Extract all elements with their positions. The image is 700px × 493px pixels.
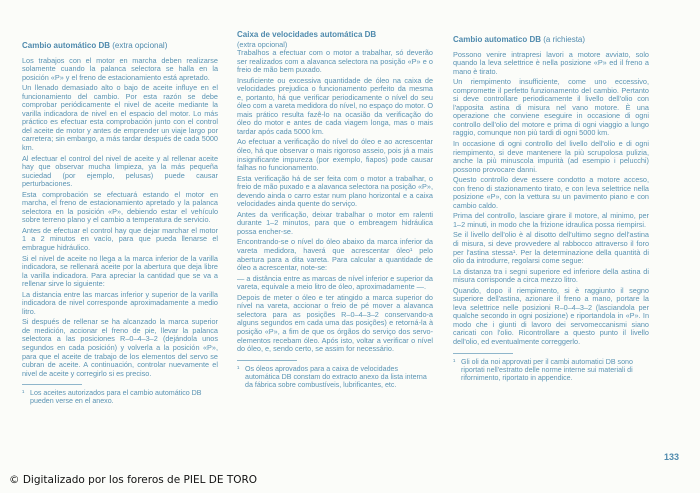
digitization-credit: © Digitalizado por los foreros de PIEL DE TORO [9,474,258,486]
footnote [22,389,218,405]
paragraph: Un llenado demasiado alto o bajo de aceite influye en el funcionamiento del cambio. Por esta razón se debe comprobar periódicamente el nivel de aceite mediante la varilla indicadora de nivel en el espacio del motor. Lo más práctico es efectuar esta comprobación junto con el control del aceite de motor y antes de emprender un viaje largo por carretera; sin embargo, a más tardar después de cada 5000 km. [22,83,218,152]
paragraph: Trabalhos a efectuar com o motor a trabalhar, só deverão ser realizados com a alavanca selectora na posição «P» e o freio de mão bem puxado. [237,48,433,75]
column-portuguese [237,30,433,389]
footnote-text: Os óleos aprovados para a caixa de velocidades automática DB constam do extracto anexo da lista interna da fábrica sobre combustíveis, lubrificantes, etc. [245,364,427,389]
footnote-text: Los aceites autorizados para el cambio automático DB pueden verse en el anexo. [30,389,202,406]
footnote-divider [237,360,297,361]
paragraph: La distanza tra i segni superiore ed inferiore della astina di misura corrisponde a circa mezzo litro. [453,266,649,285]
footnote-divider [22,384,82,385]
paragraph: Questo controllo deve essere condotto a motore acceso, con freno di stazionamento tirato, e con leva selettrice nella posizione «P», con la vettura su un pavimento piano e con cambio caldo. [453,175,649,210]
section-title-italian [453,35,649,45]
paragraph: — a distância entre as marcas de nível inferior e superior da vareta, equivale a meio litro de óleo, aproximadamente —. [237,273,433,292]
paragraph: Antes de efectuar el control hay que dejar marchar el motor 1 a 2 minutos en vacío, para que pueda llenarse el embrague hidráulico. [22,225,218,252]
footnote-mark: ¹ [22,389,25,398]
paragraph: Los trabajos con el motor en marcha deben realizarse solamente cuando la palanca selectora se halla en la posición «P» y el freno de estacionamiento está apretado. [22,55,218,82]
footnote-mark: ¹ [453,357,456,366]
paragraph: Esta comprobación se efectuará estando el motor en marcha, el freno de estacionamiento apretado y la palanca selectora en la posición «P», debiendo estar el vehículo sobre terreno plano y el cambio a temperatura de servicio. [22,189,218,225]
section-title-spanish [22,41,218,51]
footnote-mark: ¹ [237,364,240,373]
column-italian [453,30,649,382]
footnote [453,358,649,383]
paragraph: Un riempimento insufficiente, come uno eccessivo, compromette il perfetto funzionamento del cambio. Pertanto si deve controllare periodicamente il livello dell'olio con l'apposita astina di misura nel vano motore. È una operazione che conviene eseguire in occasione di ogni controllo dell'olio del motore e prima di ogni viaggio a lungo raggio, comunque non più tardi di ogni 5000 km. [453,77,649,138]
paragraph: In occasione di ogni controllo del livello dell'olio e di ogni riempimento, si deve mantenere la più scrupolosa pulizia, anche la più minuscola impurità (ad esempio i pelucchi) possono provocare danni. [453,138,649,174]
paragraph: Possono venire intrapresi lavori a motore avviato, solo quando la leva selettrice è nella posizione «P» ed il freno a mano è tirato. [453,49,649,76]
paragraph: Esta verificação há de ser feita com o motor a trabalhar, o freio de mão puxado e a alavanca selectora na posição «P», devendo ainda o carro estar num plano horizontal e a caixa velocidades ainda quente do serviço. [237,173,433,209]
paragraph: Se il livello dell'olio è al disotto dell'ultimo segno dell'astina di misura, si deve provvedere al rabbocco attraverso il foro per l'astina stessa¹. Per la determinazione della quantità di olio da introdurre, regolarsi come segue: [453,230,649,266]
paragraph: Antes da verificação, deixar trabalhar o motor em ralenti durante 1–2 minutos, para que o embreagem hidráulica possa encher-se. [237,209,433,236]
paragraph: Si el nivel de aceite no llega a la marca inferior de la varilla indicadora, se rellenará aceite por la abertura que deja libre la varilla indicadora. Para apreciar la cantidad que se va a rellenar sirve lo siguiente: [22,253,218,289]
page-number: 133 [664,452,680,462]
paragraph: Insuficiente ou excessiva quantidade de óleo na caixa de velocidades prejudica o funcionamento perfeito da mesma e, portanto, há que verificar periodicamente o nível do seu óleo com a vareta medidora do nível, no espaço do motor. O mais prático resulta fazê-lo na ocasião da verificação do óleo do motor e antes de cada viagem longa, mas o mais tardar após cada 5000 km. [237,75,433,136]
paragraph: Encontrando-se o nível do óleo abaixo da marca inferior da vareta medidora, haverá que acrescentar óleo¹ pelo abertura para a dita vareta. Para calcular a quantidade de óleo a acrescentar, note-se: [237,237,433,273]
paragraph: La distancia entre las marcas inferior y superior de la varilla indicadora de nivel corresponde aproximadamente a medio litro. [22,289,218,316]
footnote-text: Gli oli da noi approvati per il cambi automatici DB sono riportati nell'estratto delle norme interne sui materiali di rifornimento, riportato in appendice. [461,357,633,382]
paragraph: Quando, dopo il riempimento, si è raggiunto il segno superiore dell'astina, azionare il freno a mano, portare la leva selettrice nelle posizioni R–0–4–3–2 (lasciandola per qualche secondo in ogni posizione) e riportandola in «P». In modo che i giunti di lavoro dei servomeccanismi siano caricati con l'olio. Ricontrollare a questo punto il livello dell'olio, ed eventualmente correggerlo. [453,285,649,346]
paragraph: Al efectuar el control del nivel de aceite y al rellenar aceite hay que observar mucha limpieza, ya la más pequeña suciedad (por ejemplo, pelusas) puede causar perturbaciones. [22,153,218,189]
title-main: Caixa de velocidades automática DB [237,30,377,39]
column-spanish [22,30,218,406]
section-subtitle-portuguese: (extra opcional) [237,39,288,49]
title-sub: (a richiesta) [541,35,586,44]
title-sub: (extra opcional) [110,41,168,50]
footnote [237,365,433,390]
section-title-portuguese [237,30,433,40]
title-main: Cambio automático DB [22,41,111,50]
paragraph: Ao efectuar a verificação do nível do óleo e ao acrescentar óleo, há que observar o mais rigoroso asseio, pois já a mais insignificante impureza (por exemplo, fiapos) pode causar falhas no funcionamento. [237,137,433,173]
title-main: Cambio automatico DB [453,35,542,44]
paragraph: Prima del controllo, lasciare girare il motore, al minimo, per 1–2 minuti, in modo che la frizione idraulica possa riempirsi. [453,211,649,229]
footnote-divider [453,353,513,354]
paragraph: Depois de meter o óleo e ter atingido a marca superior do nível na vareta, accionar o freio de pé mover a alavanca selectora para as posições R–0–4–3–2 conservando-a alguns segundos em cada uma das posições) e retorná-la à posição «P», a fim de que os órgãos do serviço dos servo-elementos recebam óleo. Após isto, voltar a verificar o nível do óleo, e, sendo certo, se assim for necessário. [237,292,433,354]
paragraph: Si después de rellenar se ha alcanzado la marca superior de medición, accionar el freno de pie, llevar la palanca selectora a las posiciones R–0–4–3–2 (dejándola unos segundos en cada posición) y volverla a la posición «P», para que el aceite de trabajo de los elementos del servo se cubran de aceite. A continuación, controlar nuevamente el nivel de aceite y corregirlo si es preciso. [22,317,218,378]
